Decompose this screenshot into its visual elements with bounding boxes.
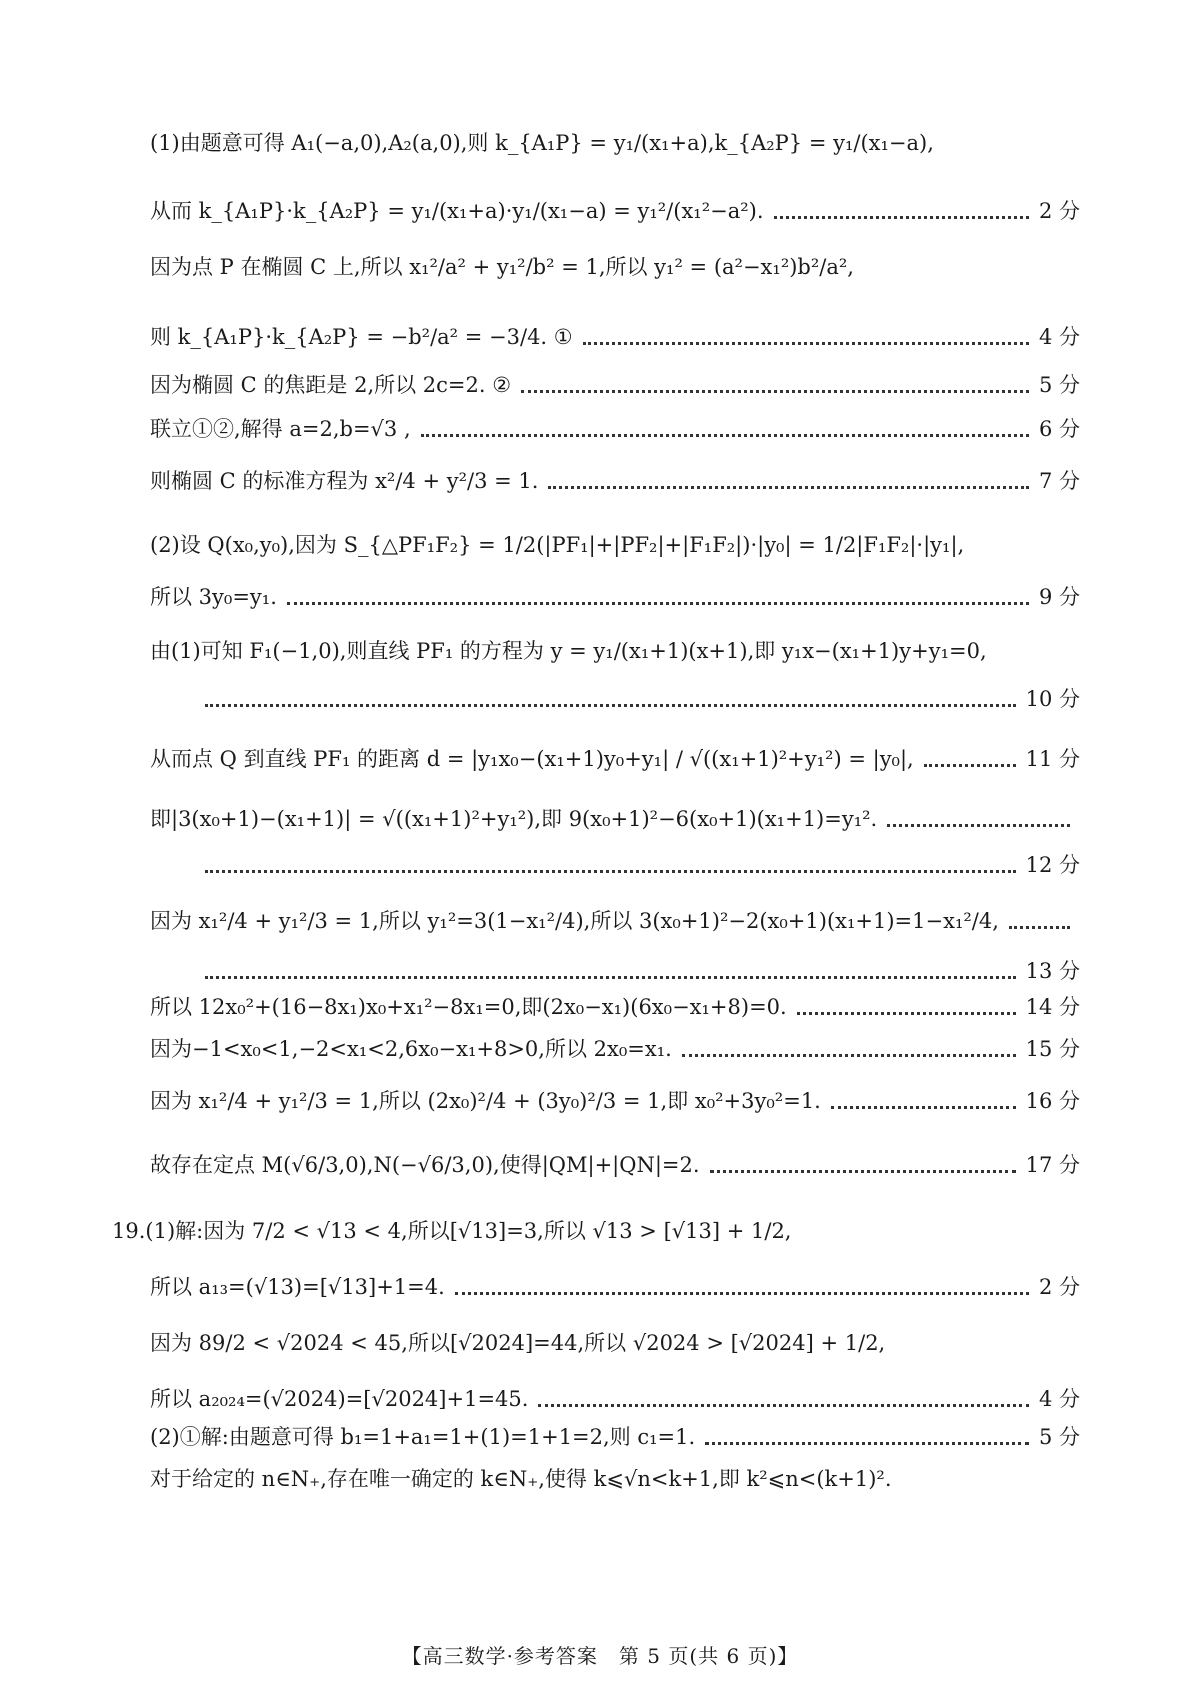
dot-leader (1009, 926, 1070, 929)
solution-line-8: (2)设 Q(x₀,y₀),因为 S_{△PF₁F₂} = 1/2(|PF₁|+|PF₂|+|F₁F₂|)·|y₀| = 1/2|F₁F₂|·|y₁|, (150, 533, 965, 557)
dot-leader (710, 1170, 1016, 1173)
solution-line-25: (2)①解:由题意可得 b₁=1+a₁=1+(1)=1+1=2,则 c₁=1. 5 分 (150, 1422, 1080, 1452)
dot-leader (205, 704, 1016, 707)
score-label: 5 分 (1038, 373, 1080, 397)
dot-leader (831, 1106, 1016, 1109)
score-label: 6 分 (1038, 417, 1080, 441)
solution-line-7: 则椭圆 C 的标准方程为 x²/4 + y²/3 = 1. 7 分 (150, 466, 1080, 496)
score-label: 17 分 (1025, 1153, 1080, 1177)
score-label: 2 分 (1038, 1275, 1080, 1299)
score-label: 5 分 (1038, 1425, 1080, 1449)
score-label: 16 分 (1025, 1089, 1080, 1113)
dot-leader (205, 976, 1016, 979)
dot-leader (797, 1012, 1016, 1015)
solution-line-15: 因为 x₁²/4 + y₁²/3 = 1,所以 y₁²=3(1−x₁²/4),所以 3(x₀+1)²−2(x₀+1)(x₁+1)=1−x₁²/4, (150, 906, 1080, 936)
solution-line-20: 故存在定点 M(√6/3,0),N(−√6/3,0),使得|QM|+|QN|=2. 17 分 (150, 1150, 1080, 1180)
dot-leader (421, 434, 1029, 437)
score-label: 2 分 (1038, 199, 1080, 223)
solution-line-5: 因为椭圆 C 的焦距是 2,所以 2c=2. ② 5 分 (150, 370, 1080, 400)
solution-line-9: 所以 3y₀=y₁. 9 分 (150, 582, 1080, 612)
score-label: 10 分 (1025, 687, 1080, 711)
dot-leader (455, 1292, 1029, 1295)
solution-line-13: 即|3(x₀+1)−(x₁+1)| = √((x₁+1)²+y₁²),即 9(x₀+1)²−6(x₀+1)(x₁+1)=y₁². (150, 804, 1080, 834)
dot-leader (548, 486, 1029, 489)
score-label: 11 分 (1025, 747, 1080, 771)
page-footer: 【高三数学·参考答案 第 5 页(共 6 页)】 (401, 1644, 799, 1668)
solution-line-2: 从而 k_{A₁P}·k_{A₂P} = y₁/(x₁+a)·y₁/(x₁−a) = y₁²/(x₁²−a²). 2 分 (150, 196, 1080, 226)
solution-line-6: 联立①②,解得 a=2,b=√3 , 6 分 (150, 414, 1080, 444)
score-label: 7 分 (1038, 469, 1080, 493)
solution-line-26: 对于给定的 n∈N₊,存在唯一确定的 k∈N₊,使得 k⩽√n<k+1,即 k²⩽n<(k+1)². (150, 1467, 892, 1491)
solution-line-16 (205, 956, 1080, 986)
score-label: 9 分 (1038, 585, 1080, 609)
dot-leader (205, 870, 1016, 873)
score-label: 4 分 (1038, 1387, 1080, 1411)
solution-line-21: 19.(1)解:因为 7/2 < √13 < 4,所以[√13]=3,所以 √13 > [√13] + 1/2, (112, 1219, 792, 1243)
score-label: 13 分 (1025, 959, 1080, 983)
solution-line-4: 则 k_{A₁P}·k_{A₂P} = −b²/a² = −3/4. ① 4 分 (150, 322, 1080, 352)
score-label: 14 分 (1025, 995, 1080, 1019)
solution-line-1: (1)由题意可得 A₁(−a,0),A₂(a,0),则 k_{A₁P} = y₁/(x₁+a),k_{A₂P} = y₁/(x₁−a), (150, 131, 934, 155)
solution-line-3: 因为点 P 在椭圆 C 上,所以 x₁²/a² + y₁²/b² = 1,所以 y₁² = (a²−x₁²)b²/a², (150, 255, 854, 279)
dot-leader (538, 1404, 1029, 1407)
dot-leader (705, 1442, 1029, 1445)
dot-leader (774, 216, 1029, 219)
solution-line-18: 因为−1<x₀<1,−2<x₁<2,6x₀−x₁+8>0,所以 2x₀=x₁. 15 分 (150, 1034, 1080, 1064)
dot-leader (887, 824, 1070, 827)
dot-leader (924, 764, 1016, 767)
solution-line-23: 因为 89/2 < √2024 < 45,所以[√2024]=44,所以 √2024 > [√2024] + 1/2, (150, 1331, 886, 1355)
solution-line-11 (205, 684, 1080, 714)
solution-line-24: 所以 a₂₀₂₄=(√2024)=[√2024]+1=45. 4 分 (150, 1384, 1080, 1414)
score-label: 12 分 (1025, 853, 1080, 877)
solution-line-14 (205, 850, 1080, 880)
score-label: 4 分 (1038, 325, 1080, 349)
dot-leader (583, 342, 1029, 345)
dot-leader (521, 390, 1029, 393)
solution-line-10: 由(1)可知 F₁(−1,0),则直线 PF₁ 的方程为 y = y₁/(x₁+1)(x+1),即 y₁x−(x₁+1)y+y₁=0, (150, 639, 987, 663)
dot-leader (682, 1054, 1016, 1057)
solution-line-19: 因为 x₁²/4 + y₁²/3 = 1,所以 (2x₀)²/4 + (3y₀)²/3 = 1,即 x₀²+3y₀²=1. 16 分 (150, 1086, 1080, 1116)
solution-line-12: 从而点 Q 到直线 PF₁ 的距离 d = |y₁x₀−(x₁+1)y₀+y₁| / √((x₁+1)²+y₁²) = |y₀|, 11 分 (150, 744, 1080, 774)
solution-line-22: 所以 a₁₃=(√13)=[√13]+1=4. 2 分 (150, 1272, 1080, 1302)
score-label: 15 分 (1025, 1037, 1080, 1061)
dot-leader (287, 602, 1029, 605)
solution-line-17: 所以 12x₀²+(16−8x₁)x₀+x₁²−8x₁=0,即(2x₀−x₁)(6x₀−x₁+8)=0. 14 分 (150, 992, 1080, 1022)
